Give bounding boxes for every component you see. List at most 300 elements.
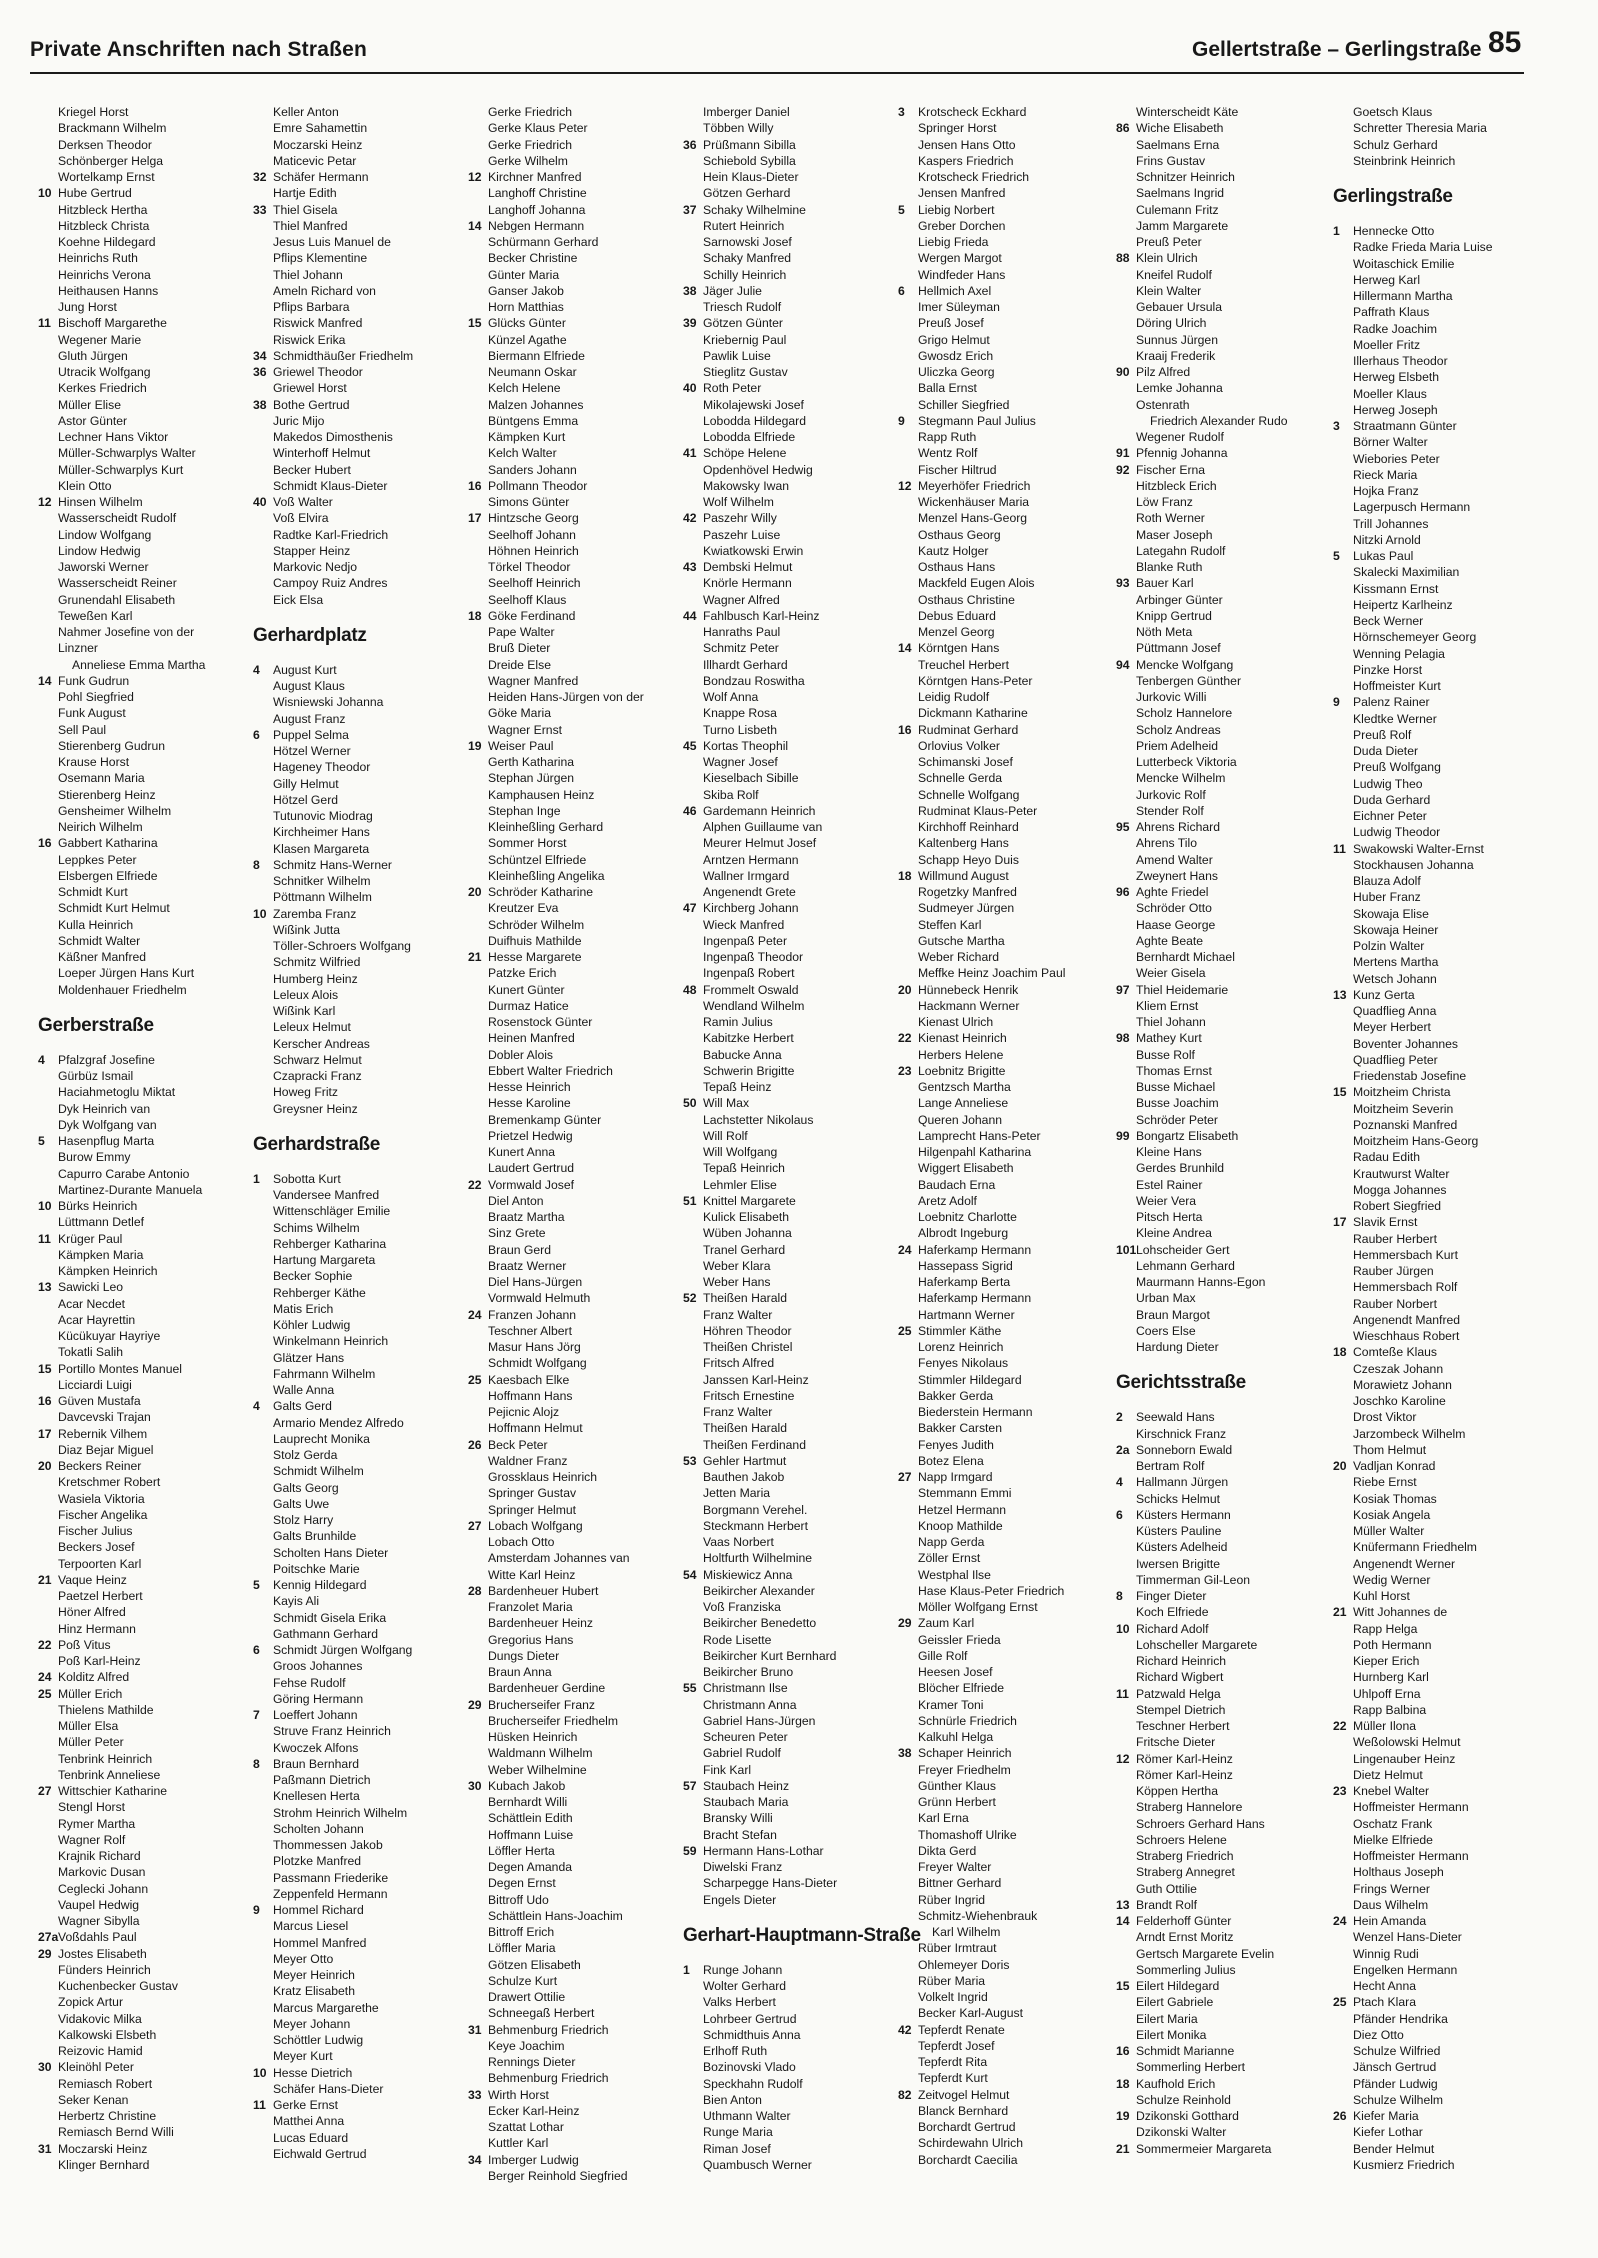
resident-entry <box>38 2108 248 2124</box>
resident-name: Lobodda Elfriede <box>703 430 796 444</box>
resident-name: Lohrbeer Gertrud <box>703 2011 797 2026</box>
resident-name: Kamphausen Heinz <box>488 787 595 802</box>
resident-name: Hurnberg Karl <box>1353 1670 1429 1685</box>
resident-entry <box>38 2124 248 2140</box>
resident-entry <box>683 1307 893 1323</box>
resident-entry <box>253 1187 463 1203</box>
house-number: 10 <box>38 1199 52 1213</box>
resident-name: Weber Wilhelmine <box>488 1762 587 1777</box>
resident-entry <box>898 1729 1108 1745</box>
resident-name: Bardenheuer Hubert <box>488 1583 599 1598</box>
resident-name: Vandersee Manfred <box>273 1188 380 1202</box>
resident-entry-continuation <box>38 657 248 673</box>
resident-name: Kieper Erich <box>1353 1654 1420 1668</box>
resident-name: Christmann Ilse <box>703 1681 788 1696</box>
resident-entry <box>38 445 248 461</box>
resident-entry <box>468 120 678 136</box>
resident-entry <box>253 711 463 727</box>
resident-entry <box>38 949 248 965</box>
house-number: 29 <box>38 1946 52 1961</box>
resident-name: Springer Gustav <box>488 1486 577 1501</box>
resident-entry <box>1116 445 1326 461</box>
resident-entry <box>1333 1117 1543 1133</box>
resident-name: Braun Gerd <box>488 1242 552 1257</box>
house-number: 15 <box>38 1361 52 1376</box>
resident-entry <box>1116 169 1326 185</box>
resident-entry <box>253 1019 463 1035</box>
resident-name: Liebig Frieda <box>918 235 989 249</box>
resident-name: Kaspers Friedrich <box>918 153 1014 168</box>
resident-entry <box>683 2011 893 2027</box>
resident-entry <box>253 283 463 299</box>
resident-entry <box>468 1274 678 1290</box>
resident-entry <box>1116 722 1326 738</box>
resident-entry <box>468 478 678 494</box>
resident-entry <box>38 1296 248 1312</box>
resident-entry <box>253 1236 463 1252</box>
resident-name: Gerdes Brunhild <box>1136 1161 1225 1176</box>
resident-entry <box>1333 418 1543 434</box>
resident-entry <box>468 1534 678 1550</box>
resident-entry <box>38 1068 248 1084</box>
resident-name: Schmitz Hans-Werner <box>273 857 392 872</box>
resident-name: Galts Uwe <box>273 1496 330 1511</box>
resident-name: Remiasch Robert <box>58 2076 153 2091</box>
resident-entry <box>683 1892 893 1908</box>
house-number: 38 <box>253 397 267 412</box>
resident-entry <box>468 787 678 803</box>
resident-name: Kaltenberg Hans <box>918 836 1009 851</box>
resident-entry <box>468 1762 678 1778</box>
resident-entry <box>468 1875 678 1891</box>
resident-entry <box>38 397 248 413</box>
resident-entry <box>1333 548 1543 564</box>
resident-name: Zaum Karl <box>918 1616 975 1631</box>
resident-entry <box>1333 223 1543 239</box>
resident-entry <box>38 2092 248 2108</box>
resident-entry <box>1333 1279 1543 1295</box>
resident-entry <box>1333 922 1543 938</box>
resident-entry <box>38 803 248 819</box>
resident-entry <box>253 1675 463 1691</box>
resident-name: Schmidt Gisela Erika <box>273 1610 387 1625</box>
resident-entry <box>1116 462 1326 478</box>
house-number: 55 <box>683 1681 697 1696</box>
resident-name: Amsterdam Johannes van <box>488 1551 630 1566</box>
resident-entry <box>253 1480 463 1496</box>
resident-entry <box>1333 1621 1543 1637</box>
house-number: 14 <box>38 673 52 688</box>
resident-name: Schiller Siegfried <box>918 397 1010 412</box>
resident-entry <box>38 2157 248 2173</box>
resident-entry <box>253 1935 463 1951</box>
resident-name: Mackfeld Eugen Alois <box>918 576 1035 591</box>
resident-entry <box>1116 299 1326 315</box>
resident-entry <box>468 592 678 608</box>
resident-entry <box>683 1762 893 1778</box>
resident-name: Hartung Margareta <box>273 1253 376 1267</box>
resident-entry <box>1116 1864 1326 1880</box>
resident-name: Schicks Helmut <box>1136 1491 1220 1506</box>
resident-name: Bakker Gerda <box>918 1388 994 1403</box>
resident-entry <box>898 1323 1108 1339</box>
house-number: 13 <box>1333 987 1347 1002</box>
house-number: 20 <box>468 885 482 899</box>
resident-name: Müller Ilona <box>1353 1719 1416 1733</box>
resident-entry <box>683 1810 893 1826</box>
resident-name: Straberg Hannelore <box>1136 1800 1243 1815</box>
resident-entry <box>1333 1312 1543 1328</box>
resident-name: Eichwald Gertrud <box>273 2146 367 2161</box>
resident-entry <box>683 575 893 591</box>
resident-entry <box>468 835 678 851</box>
resident-name: Fischer Angelika <box>58 1507 148 1522</box>
resident-name: Zaremba Franz <box>273 906 357 921</box>
resident-entry <box>683 1680 893 1696</box>
resident-name: Tepaß Heinz <box>703 1080 772 1094</box>
resident-entry <box>683 1778 893 1794</box>
house-number: 94 <box>1116 657 1130 672</box>
resident-name: Quambusch Werner <box>703 2157 812 2172</box>
resident-entry <box>1333 1799 1543 1815</box>
resident-entry <box>253 1528 463 1544</box>
resident-entry <box>898 787 1108 803</box>
resident-entry <box>468 705 678 721</box>
resident-entry <box>1333 1572 1543 1588</box>
resident-name: Sanders Johann <box>488 462 577 477</box>
resident-entry <box>683 608 893 624</box>
resident-name: Drost Viktor <box>1353 1410 1417 1425</box>
resident-entry <box>253 792 463 808</box>
resident-entry <box>38 559 248 575</box>
resident-name: Weber Hans <box>703 1275 771 1289</box>
resident-entry <box>253 1691 463 1707</box>
house-number: 42 <box>683 511 697 526</box>
resident-name: Ganser Jakob <box>488 283 564 298</box>
resident-entry <box>38 267 248 283</box>
resident-name: Kleinheßling Angelika <box>488 868 605 883</box>
resident-name: Botez Elena <box>918 1453 984 1468</box>
resident-name: Beck Peter <box>488 1437 548 1452</box>
resident-name: Ingenpaß Peter <box>703 933 788 948</box>
resident-name: Eilert Hildegard <box>1136 1979 1220 1993</box>
resident-entry <box>1116 510 1326 526</box>
resident-entry <box>683 2092 893 2108</box>
resident-entry <box>683 754 893 770</box>
resident-entry <box>683 1583 893 1599</box>
resident-name: Roth Werner <box>1136 511 1205 526</box>
resident-entry <box>683 2043 893 2059</box>
resident-name: Maurmann Hanns-Egon <box>1136 1275 1266 1289</box>
resident-name: Kuchenbecker Gustav <box>58 1979 178 1993</box>
resident-name: Tranel Gerhard <box>703 1242 786 1257</box>
resident-name: Heithausen Hanns <box>58 283 159 298</box>
resident-entry <box>1116 1718 1326 1734</box>
resident-entry <box>468 852 678 868</box>
resident-entry <box>1116 1539 1326 1555</box>
resident-name: Keye Joachim <box>488 2038 565 2053</box>
resident-name: Priem Adelheid <box>1136 738 1218 753</box>
resident-name: Sawicki Leo <box>58 1280 124 1295</box>
resident-entry <box>1116 575 1326 591</box>
resident-name: Hase Klaus-Peter Friedrich <box>918 1583 1065 1598</box>
resident-name: Mielke Elfriede <box>1353 1832 1433 1847</box>
house-number: 23 <box>898 1063 912 1078</box>
resident-entry <box>468 2022 678 2038</box>
resident-name: Herweg Joseph <box>1353 402 1438 417</box>
house-number: 36 <box>253 365 267 379</box>
resident-name: Leidig Rudolf <box>918 690 990 704</box>
resident-entry <box>253 1723 463 1739</box>
resident-entry <box>1116 1621 1326 1637</box>
house-number: 39 <box>683 316 697 331</box>
resident-name: Skowaja Elise <box>1353 906 1429 921</box>
resident-name: Schimanski Josef <box>918 755 1013 769</box>
resident-entry <box>1333 1182 1543 1198</box>
resident-name: Matis Erich <box>273 1301 334 1316</box>
resident-entry <box>1116 1734 1326 1750</box>
house-number: 2 <box>1116 1410 1123 1425</box>
resident-entry <box>38 1344 248 1360</box>
resident-entry <box>1333 1816 1543 1832</box>
resident-name: Hecht Anna <box>1353 1979 1417 1993</box>
resident-entry <box>468 462 678 478</box>
resident-entry <box>38 315 248 331</box>
resident-entry <box>468 2087 678 2103</box>
resident-entry <box>1333 1848 1543 1864</box>
resident-name: Hardung Dieter <box>1136 1340 1219 1354</box>
resident-name: Queren Johann <box>918 1112 1003 1127</box>
resident-entry <box>468 1989 678 2005</box>
resident-entry <box>468 754 678 770</box>
resident-name: Hoffmann Hans <box>488 1388 573 1403</box>
house-number: 11 <box>1333 841 1346 856</box>
resident-name: Kuhl Horst <box>1353 1589 1410 1603</box>
resident-name: Alphen Guillaume van <box>703 820 823 834</box>
resident-name: Schnürle Friedrich <box>918 1713 1017 1728</box>
resident-entry <box>38 364 248 380</box>
resident-name: Gerke Klaus Peter <box>488 121 588 136</box>
resident-name: Koch Elfriede <box>1136 1605 1209 1620</box>
resident-name: Jarzombeck Wilhelm <box>1353 1426 1466 1441</box>
resident-name: Bertram Rolf <box>1136 1459 1205 1473</box>
resident-entry <box>683 1258 893 1274</box>
resident-entry <box>1116 998 1326 1014</box>
resident-name: Bremenkamp Günter <box>488 1112 602 1127</box>
resident-entry <box>1116 1751 1326 1767</box>
house-number: 37 <box>683 202 697 217</box>
resident-entry <box>38 478 248 494</box>
resident-name: Voßdahls Paul <box>58 1930 137 1945</box>
resident-name: Laudert Gertrud <box>488 1161 575 1176</box>
house-number: 2a <box>1116 1442 1130 1457</box>
resident-name: Thomas Ernst <box>1136 1063 1212 1078</box>
resident-entry <box>1116 770 1326 786</box>
resident-entry <box>38 1149 248 1165</box>
resident-name: Aretz Adolf <box>918 1193 977 1208</box>
resident-name: Bauer Karl <box>1136 576 1194 591</box>
resident-name: Radke Joachim <box>1353 321 1437 336</box>
resident-entry <box>898 933 1108 949</box>
resident-name: Schilly Heinrich <box>703 267 787 282</box>
resident-name: Finger Dieter <box>1136 1589 1207 1603</box>
resident-name: Hitzbleck Hertha <box>58 202 148 217</box>
resident-entry <box>1333 1604 1543 1620</box>
resident-name: Gebauer Ursula <box>1136 300 1223 314</box>
house-number: 20 <box>38 1459 52 1473</box>
resident-name: Uthmann Walter <box>703 2109 791 2123</box>
resident-entry <box>1116 234 1326 250</box>
resident-name: Weber Richard <box>918 950 1000 964</box>
resident-name: Kraaij Frederik <box>1136 348 1216 363</box>
resident-entry <box>253 1052 463 1068</box>
resident-name: Brucherseifer Friedhelm <box>488 1713 619 1728</box>
resident-entry <box>1116 1458 1326 1474</box>
resident-entry <box>253 662 463 678</box>
resident-name: Straberg Annegret <box>1136 1865 1235 1880</box>
resident-name: Jänsch Gertrud <box>1353 2060 1437 2075</box>
resident-entry <box>38 1669 248 1685</box>
resident-entry <box>1116 1978 1326 1994</box>
resident-name: Voß Elvira <box>273 511 329 526</box>
resident-name: Hube Gertrud <box>58 186 132 201</box>
resident-entry <box>1116 543 1326 559</box>
resident-entry <box>38 1556 248 1572</box>
resident-name: Hennecke Otto <box>1353 224 1435 238</box>
resident-entry <box>38 1946 248 1962</box>
resident-name: Morawietz Johann <box>1353 1377 1452 1392</box>
resident-entry <box>898 510 1108 526</box>
resident-name: Seelhoff Klaus <box>488 592 567 607</box>
resident-entry <box>38 1962 248 1978</box>
resident-entry <box>898 527 1108 543</box>
resident-name: Rennings Dieter <box>488 2055 576 2069</box>
resident-name: Galts Brunhilde <box>273 1529 357 1544</box>
resident-name: Hackmann Werner <box>918 998 1020 1013</box>
resident-entry <box>1116 137 1326 153</box>
resident-entry <box>253 153 463 169</box>
resident-entry <box>38 1588 248 1604</box>
resident-entry <box>253 1512 463 1528</box>
resident-name: Hoffmeister Hermann <box>1353 1800 1469 1815</box>
resident-entry <box>253 413 463 429</box>
resident-entry <box>38 185 248 201</box>
resident-name: Wetsch Johann <box>1353 971 1437 986</box>
resident-name: Rapp Ruth <box>918 430 977 444</box>
resident-name: Leppkes Peter <box>58 852 137 867</box>
resident-name: Lobach Otto <box>488 1535 555 1549</box>
resident-name: Poitschke Marie <box>273 1561 360 1576</box>
resident-entry <box>1333 532 1543 548</box>
resident-name: Makedos Dimosthenis <box>273 430 393 444</box>
resident-entry <box>898 2038 1108 2054</box>
resident-entry <box>898 169 1108 185</box>
resident-entry <box>898 640 1108 656</box>
house-number: 57 <box>683 1778 697 1793</box>
resident-entry <box>468 933 678 949</box>
resident-name: Heinen Manfred <box>488 1031 575 1046</box>
resident-entry <box>38 1263 248 1279</box>
resident-entry <box>38 1409 248 1425</box>
resident-name: Greysner Heinz <box>273 1101 358 1116</box>
resident-entry <box>38 2043 248 2059</box>
resident-entry <box>1116 1209 1326 1225</box>
resident-name: Ameln Richard von <box>273 283 376 298</box>
resident-name: Wegener Marie <box>58 332 142 347</box>
resident-name: Kleinheßling Gerhard <box>488 820 604 834</box>
resident-entry <box>38 1637 248 1653</box>
resident-name: Stierenberg Gudrun <box>58 738 166 753</box>
resident-entry <box>253 938 463 954</box>
resident-entry <box>253 1003 463 1019</box>
resident-entry <box>1333 369 1543 385</box>
house-number: 43 <box>683 560 697 574</box>
resident-name: Kerkes Friedrich <box>58 381 147 396</box>
resident-entry <box>253 1886 463 1902</box>
resident-name: Jurkovic Rolf <box>1136 787 1206 802</box>
resident-entry <box>38 1117 248 1133</box>
resident-entry <box>1116 283 1326 299</box>
resident-entry <box>898 965 1108 981</box>
resident-entry <box>683 835 893 851</box>
resident-entry <box>898 1875 1108 1891</box>
resident-entry <box>1333 581 1543 597</box>
resident-entry <box>468 1550 678 1566</box>
resident-entry <box>1333 1198 1543 1214</box>
resident-name: Müller-Schwarplys Walter <box>58 446 196 461</box>
resident-name: Schüntzel Elfriede <box>488 852 587 867</box>
resident-name: Imberger Ludwig <box>488 2152 579 2167</box>
resident-entry <box>898 998 1108 1014</box>
house-number: 34 <box>253 348 267 363</box>
resident-entry <box>253 1967 463 1983</box>
resident-entry <box>898 364 1108 380</box>
resident-entry <box>1333 889 1543 905</box>
resident-name: Moitzheim Christa <box>1353 1085 1451 1100</box>
resident-entry <box>683 1875 893 1891</box>
resident-name: Aghte Beate <box>1136 933 1204 948</box>
resident-entry <box>898 1144 1108 1160</box>
resident-name: Blanke Ruth <box>1136 560 1203 574</box>
resident-name: Vaque Heinz <box>58 1572 127 1587</box>
resident-entry <box>683 2108 893 2124</box>
resident-entry <box>1333 1718 1543 1734</box>
resident-name: Tepferdt Renate <box>918 2022 1005 2037</box>
house-number: 7 <box>253 1708 260 1722</box>
resident-name: Krajnik Richard <box>58 1849 141 1863</box>
resident-name: Schmidt Klaus-Dieter <box>273 478 388 493</box>
resident-entry <box>898 2135 1108 2151</box>
resident-entry <box>1116 1507 1326 1523</box>
resident-name: Thiel Johann <box>1136 1015 1206 1029</box>
resident-entry <box>468 1648 678 1664</box>
resident-entry <box>38 1881 248 1897</box>
resident-name: Knappe Rosa <box>703 706 777 721</box>
resident-entry <box>38 1442 248 1458</box>
resident-name: Wiebories Peter <box>1353 451 1440 466</box>
resident-entry <box>253 299 463 315</box>
resident-entry <box>468 2054 678 2070</box>
resident-name: Lindow Hedwig <box>58 543 141 558</box>
resident-name: Rehberger Katharina <box>273 1236 387 1251</box>
resident-entry <box>253 1983 463 1999</box>
resident-name: Christmann Anna <box>703 1697 797 1712</box>
resident-name: Langhoff Christine <box>488 186 587 201</box>
resident-entry <box>253 1036 463 1052</box>
resident-name: Diel Hans-Jürgen <box>488 1275 583 1289</box>
resident-entry <box>1333 1751 1543 1767</box>
resident-entry <box>683 1437 893 1453</box>
